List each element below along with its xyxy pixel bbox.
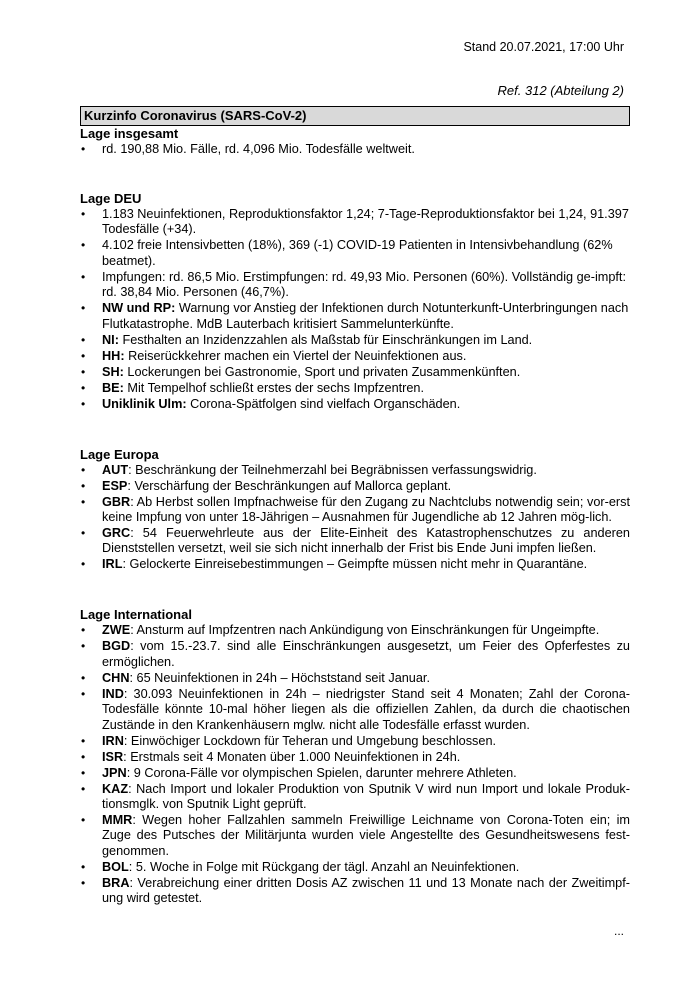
list-deu <box>80 207 630 412</box>
list-item <box>80 734 630 749</box>
bullet-icon: • <box>81 639 86 654</box>
item-text: : Beschränkung der Teilnehmerzahl bei Begräbnissen verfassungswidrig. <box>128 462 537 477</box>
section-gap <box>80 573 630 607</box>
bullet-icon: • <box>81 733 86 748</box>
bullet-icon: • <box>81 301 86 316</box>
item-tag: BE: <box>102 380 124 395</box>
bullet-icon: • <box>81 686 86 701</box>
item-tag: Uniklinik Ulm: <box>102 396 187 411</box>
item-tag: NW und RP: <box>102 301 176 316</box>
bullet-icon: • <box>81 238 86 253</box>
list-item <box>80 623 630 638</box>
list-item <box>80 397 630 412</box>
item-text: : Ansturm auf Impfzentren nach Ankündigung von Einschränkungen für Ungeimpfte. <box>130 623 600 638</box>
item-text: : 65 Neuinfektionen in 24h – Höchststand seit Januar. <box>129 670 430 685</box>
list-item <box>80 750 630 765</box>
section-title-europa: Lage Europa <box>80 446 159 462</box>
bullet-icon: • <box>81 380 86 395</box>
bullet-icon: • <box>81 875 86 890</box>
bullet-icon: • <box>81 142 86 156</box>
bullet-icon: • <box>81 478 86 493</box>
item-text: Impfungen: rd. 86,5 Mio. Erstimpfungen: rd. 49,93 Mio. Personen (60%). Vollständig ge-impft: rd. 38,84 Mio. Personen (46,7%). <box>102 269 626 300</box>
reference-note: Ref. 312 (Abteilung 2) <box>497 83 624 98</box>
bullet-icon: • <box>81 348 86 363</box>
item-text: : Ab Herbst sollen Impfnachweise für den Zugang zu Nachtclubs notwendig sein; vor-erst keine Impfung von unter 18-Jährigen – Ausnahmen für Jugendliche ab 12 Jahren mög-lich. <box>102 494 630 525</box>
list-item <box>80 639 630 670</box>
item-text: : Wegen hoher Fallzahlen sammeln Freiwillige Leichname von Corona-Toten ein; im Zuge des Putsches der Militärjunta wurden viele Angestellte des Gesundheitswesens fest-genommen. <box>102 813 630 858</box>
item-tag: IRN <box>102 733 124 748</box>
list-item <box>80 349 630 364</box>
bullet-icon: • <box>81 207 86 221</box>
item-tag: BOL <box>102 859 129 874</box>
item-tag: IRL <box>102 557 123 572</box>
item-text: rd. 190,88 Mio. Fälle, rd. 4,096 Mio. Todesfälle weltweit. <box>102 142 415 156</box>
item-tag: ESP <box>102 478 128 493</box>
list-insgesamt <box>80 142 630 157</box>
item-tag: GRC <box>102 526 131 541</box>
item-text: : 9 Corona-Fälle vor olympischen Spielen, darunter mehrere Athleten. <box>126 765 517 780</box>
item-text: : 54 Feuerwehrleute aus der Elite-Einheit des Katastrophenschutzes zu anderen Dienststellen versetzt, weil sie sich nicht innerhalb der Frist bis Ende Juni impfen ließen. <box>102 526 630 556</box>
item-tag: CHN <box>102 670 130 685</box>
status-date: Stand 20.07.2021, 17:00 Uhr <box>463 40 624 54</box>
item-text: Warnung vor Anstieg der Infektionen durch Notunterkunft-Unterbringungen nach Flutkatastrophe. MdB Lauterbach kritisiert Sammelunterkünfte. <box>102 301 629 331</box>
bullet-icon: • <box>81 813 86 828</box>
list-item <box>80 381 630 396</box>
topic-title-box: Kurzinfo Coronavirus (SARS-CoV-2) <box>80 106 630 126</box>
list-item <box>80 687 630 733</box>
list-item <box>80 813 630 859</box>
item-tag: JPN <box>102 765 127 780</box>
item-text: 4.102 freie Intensivbetten (18%), 369 (-1) COVID-19 Patienten in Intensivbehandlung (62% beatmet). <box>102 238 613 268</box>
list-item <box>80 495 630 526</box>
bullet-icon: • <box>81 269 86 284</box>
item-text: : Gelockerte Einreisebestimmungen – Geimpfte müssen nicht mehr in Quarantäne. <box>122 557 588 572</box>
bullet-icon: • <box>81 749 86 764</box>
item-tag: ISR <box>102 749 124 764</box>
item-text: : 5. Woche in Folge mit Rückgang der tägl. Anzahl an Neuinfektionen. <box>128 859 520 874</box>
list-item <box>80 333 630 348</box>
item-tag: NI: <box>102 332 119 347</box>
item-text: Corona-Spätfolgen sind vielfach Organschäden. <box>186 396 461 411</box>
item-tag: BGD <box>102 639 131 654</box>
list-item <box>80 671 630 686</box>
item-text: : Erstmals seit 4 Monaten über 1.000 Neuinfektionen in 24h. <box>123 749 461 764</box>
list-item <box>80 301 630 332</box>
bullet-icon: • <box>81 526 86 541</box>
list-item <box>80 142 630 157</box>
item-text: : 30.093 Neuinfektionen in 24h – niedrigster Stand seit 4 Monaten; Zahl der Corona-Todesfälle könnte 10-mal höher liegen als die offiziellen Zahlen, da durch die chaotischen Zustände in den Krankenhäusern mglw. nicht alle Todesfälle erfasst wurden. <box>102 686 630 732</box>
continuation-marker: ... <box>613 924 624 938</box>
list-item <box>80 782 630 813</box>
item-tag: HH: <box>102 348 125 363</box>
item-tag: BRA <box>102 875 130 890</box>
section-title-international: Lage International <box>80 607 192 623</box>
item-tag: GBR <box>102 494 131 509</box>
section-gap <box>80 413 630 447</box>
item-tag: IND <box>102 686 124 701</box>
list-item <box>80 526 630 557</box>
item-text: : Verabreichung einer dritten Dosis AZ zwischen 11 und 13 Monate nach der Zweitimpf-ung wird getestet. <box>102 875 630 906</box>
list-item <box>80 207 630 238</box>
document-body <box>80 106 630 907</box>
list-item <box>80 876 630 907</box>
bullet-icon: • <box>81 494 86 509</box>
bullet-icon: • <box>81 781 86 796</box>
item-tag: AUT <box>102 462 129 477</box>
item-text: Mit Tempelhof schließt erstes der sechs Impfzentren. <box>123 380 425 395</box>
bullet-icon: • <box>81 765 86 780</box>
list-item <box>80 463 630 478</box>
list-item <box>80 766 630 781</box>
section-title-insgesamt: Lage insgesamt <box>80 126 179 141</box>
list-europa <box>80 463 630 573</box>
item-text: : vom 15.-23.7. sind alle Einschränkungen ausgesetzt, um Feier des Opferfestes zu ermöglichen. <box>102 639 630 669</box>
bullet-icon: • <box>81 859 86 874</box>
item-tag: MMR <box>102 813 133 828</box>
item-text: Festhalten an Inzidenzzahlen als Maßstab für Einschränkungen im Land. <box>118 332 533 347</box>
bullet-icon: • <box>81 462 86 477</box>
bullet-icon: • <box>81 396 86 411</box>
section-gap <box>80 158 630 191</box>
section-title-deu: Lage DEU <box>80 191 142 206</box>
list-item <box>80 365 630 380</box>
item-tag: ZWE <box>102 623 131 638</box>
bullet-icon: • <box>81 364 86 379</box>
bullet-icon: • <box>81 332 86 347</box>
bullet-icon: • <box>81 623 86 638</box>
item-text: : Einwöchiger Lockdown für Teheran und Umgebung beschlossen. <box>123 733 497 748</box>
list-item <box>80 557 630 572</box>
list-item <box>80 479 630 494</box>
item-text: 1.183 Neuinfektionen, Reproduktionsfaktor 1,24; 7-Tage-Reproduktionsfaktor bei 1,24, 91.397 Todesfälle (+34). <box>102 207 629 237</box>
item-text: Lockerungen bei Gastronomie, Sport und privaten Zusammenkünften. <box>123 364 521 379</box>
item-text: Reiserückkehrer machen ein Viertel der Neuinfektionen aus. <box>124 348 467 363</box>
item-text: : Verschärfung der Beschränkungen auf Mallorca geplant. <box>127 478 452 493</box>
item-text: : Nach Import und lokaler Produktion von Sputnik V wird nun Import und lokale Produk-tionsmglk. von Sputnik Light geprüft. <box>102 781 630 812</box>
item-tag: KAZ <box>102 781 129 796</box>
list-international <box>80 623 630 906</box>
list-item <box>80 860 630 875</box>
item-tag: SH: <box>102 364 124 379</box>
list-item <box>80 238 630 269</box>
list-item <box>80 270 630 301</box>
bullet-icon: • <box>81 557 86 572</box>
bullet-icon: • <box>81 670 86 685</box>
